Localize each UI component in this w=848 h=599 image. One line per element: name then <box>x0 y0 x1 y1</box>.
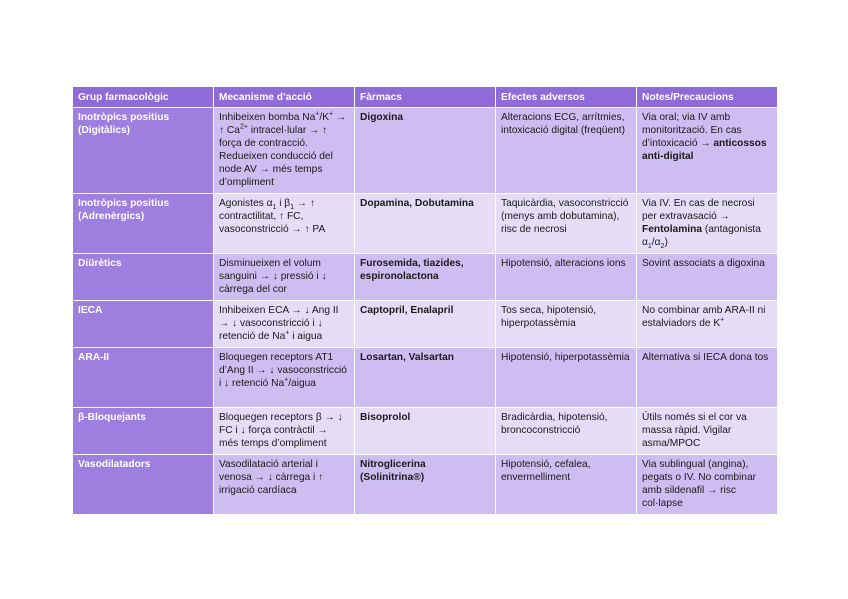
mechanism-cell <box>214 348 355 408</box>
mechanism-cell <box>214 194 355 254</box>
adverse-effects-cell: Hipotensió, alteracions ions <box>496 254 637 301</box>
adverse-effects-cell: Alteracions ECG, arrítmies, intoxicació digital (freqüent) <box>496 108 637 194</box>
group-subname: (Adrenèrgics) <box>78 211 145 222</box>
notes-cell: Alternativa si IECA dona tos <box>637 348 778 408</box>
mechanism-text: Agonistes α <box>219 198 273 209</box>
mechanism-text: /aigua <box>288 378 316 389</box>
header-group: Grup farmacològic <box>73 87 214 108</box>
superscript: + <box>329 110 334 118</box>
mechanism-text: Inhibeixen bomba Na <box>219 112 316 123</box>
mechanism-cell: Disminueixen el volum sanguini → ↓ pressió i ↓ càrrega del cor <box>214 254 355 301</box>
header-adverse-effects: Efectes adversos <box>496 87 637 108</box>
mechanism-text: intracel·lular → ↑ força de contracció. Redueixen conducció del node AV → més temps d’ompliment <box>219 125 333 188</box>
drugs-cell: Losartan, Valsartan <box>355 348 496 408</box>
table-row <box>73 254 778 301</box>
mechanism-text: Inhibeixen ECA → ↓ Ang II → ↓ vasoconstricció i ↓ retenció de Na <box>219 305 339 342</box>
drugs-cell: Furosemida, tiazides, espironolactona <box>355 254 496 301</box>
drug-brand: (Solinitrina®) <box>360 472 425 483</box>
notes-text: No combinar amb ARA-II ni estalviadors de K <box>642 305 766 329</box>
notes-bold: Fentolamina <box>642 224 703 235</box>
drugs-cell: Bisoprolol <box>355 408 496 455</box>
mechanism-text: i β <box>276 198 291 209</box>
mechanism-cell <box>214 108 355 194</box>
group-subname: (Digitàlics) <box>78 125 131 136</box>
table-row <box>73 194 778 254</box>
drugs-cell: Dopamina, Dobutamina <box>355 194 496 254</box>
notes-text: (antagonista α <box>642 224 761 248</box>
header-drugs: Fàrmacs <box>355 87 496 108</box>
subscript: 1 <box>290 204 295 212</box>
adverse-effects-cell: Bradicàrdia, hipotensió, broncoconstricció <box>496 408 637 455</box>
table-row <box>73 408 778 455</box>
group-cell: IECA <box>73 301 214 348</box>
superscript: 2+ <box>239 123 248 131</box>
subscript: 1 <box>272 204 277 212</box>
adverse-effects-cell: Tos seca, hipotensió, hiperpotassèmia <box>496 301 637 348</box>
adverse-effects-cell: Hipotensió, hiperpotassèmia <box>496 348 637 408</box>
group-cell <box>73 108 214 194</box>
superscript: + <box>720 316 725 324</box>
notes-cell: Útils només si el cor va massa ràpid. Vigilar asma/MPOC <box>637 408 778 455</box>
drug-name: Nitroglicerina <box>360 459 426 470</box>
subscript: 1 <box>647 243 652 251</box>
header-row <box>73 87 778 108</box>
mechanism-text: Bloquegen receptors AT1 d’Ang II → ↓ vasoconstricció i ↓ retenció Na <box>219 352 347 389</box>
mechanism-text: i aigua <box>289 331 323 342</box>
notes-bold: anticossos anti-digital <box>642 138 767 162</box>
notes-text: /α <box>651 237 661 248</box>
notes-text: Via IV. En cas de necrosi per extravasació → <box>642 198 755 222</box>
mechanism-text: → ↑ contractilitat, ↑ FC, vasoconstricció → ↑ PA <box>219 198 326 235</box>
superscript: + <box>284 376 289 384</box>
superscript: + <box>315 110 320 118</box>
drugs-cell <box>355 455 496 515</box>
group-cell: Vasodilatadors <box>73 455 214 515</box>
notes-cell <box>637 108 778 194</box>
drugs-cell: Captopril, Enalapril <box>355 301 496 348</box>
notes-text: ) <box>664 237 668 248</box>
table-row <box>73 108 778 194</box>
mechanism-text: /K <box>319 112 330 123</box>
notes-cell <box>637 194 778 254</box>
mechanism-cell: Vasodilatació arterial i venosa → ↓ càrrega i ↑ irrigació cardíaca <box>214 455 355 515</box>
adverse-effects-cell: Taquicàrdia, vasoconstricció (menys amb dobutamina), risc de necrosi <box>496 194 637 254</box>
table-row <box>73 301 778 348</box>
notes-text: Via oral; via IV amb monitorització. En cas d’intoxicació → <box>642 112 742 149</box>
header-mechanism: Mecanisme d’acció <box>214 87 355 108</box>
mechanism-cell <box>214 301 355 348</box>
group-cell: Diürètics <box>73 254 214 301</box>
pharmacology-table <box>72 86 778 515</box>
group-cell: ARA-II <box>73 348 214 408</box>
notes-cell: Sovint associats a digoxina <box>637 254 778 301</box>
superscript: + <box>285 329 290 337</box>
adverse-effects-cell: Hipotensió, cefalea, envermelliment <box>496 455 637 515</box>
group-name: Inotròpics positius <box>78 112 170 123</box>
drugs-cell: Digoxina <box>355 108 496 194</box>
table-row <box>73 455 778 515</box>
notes-cell <box>637 301 778 348</box>
group-cell: β-Bloquejants <box>73 408 214 455</box>
notes-cell: Via sublingual (angina), pegats o IV. No combinar amb sildenafil → risc col·lapse <box>637 455 778 515</box>
subscript: 2 <box>660 243 665 251</box>
table-row <box>73 348 778 408</box>
group-cell <box>73 194 214 254</box>
mechanism-text: → ↑ Ca <box>219 112 347 136</box>
mechanism-cell: Bloquegen receptors β → ↓ FC i ↓ força contràctil → més temps d’ompliment <box>214 408 355 455</box>
header-notes: Notes/Precaucions <box>637 87 778 108</box>
group-name: Inotròpics positius <box>78 198 170 209</box>
